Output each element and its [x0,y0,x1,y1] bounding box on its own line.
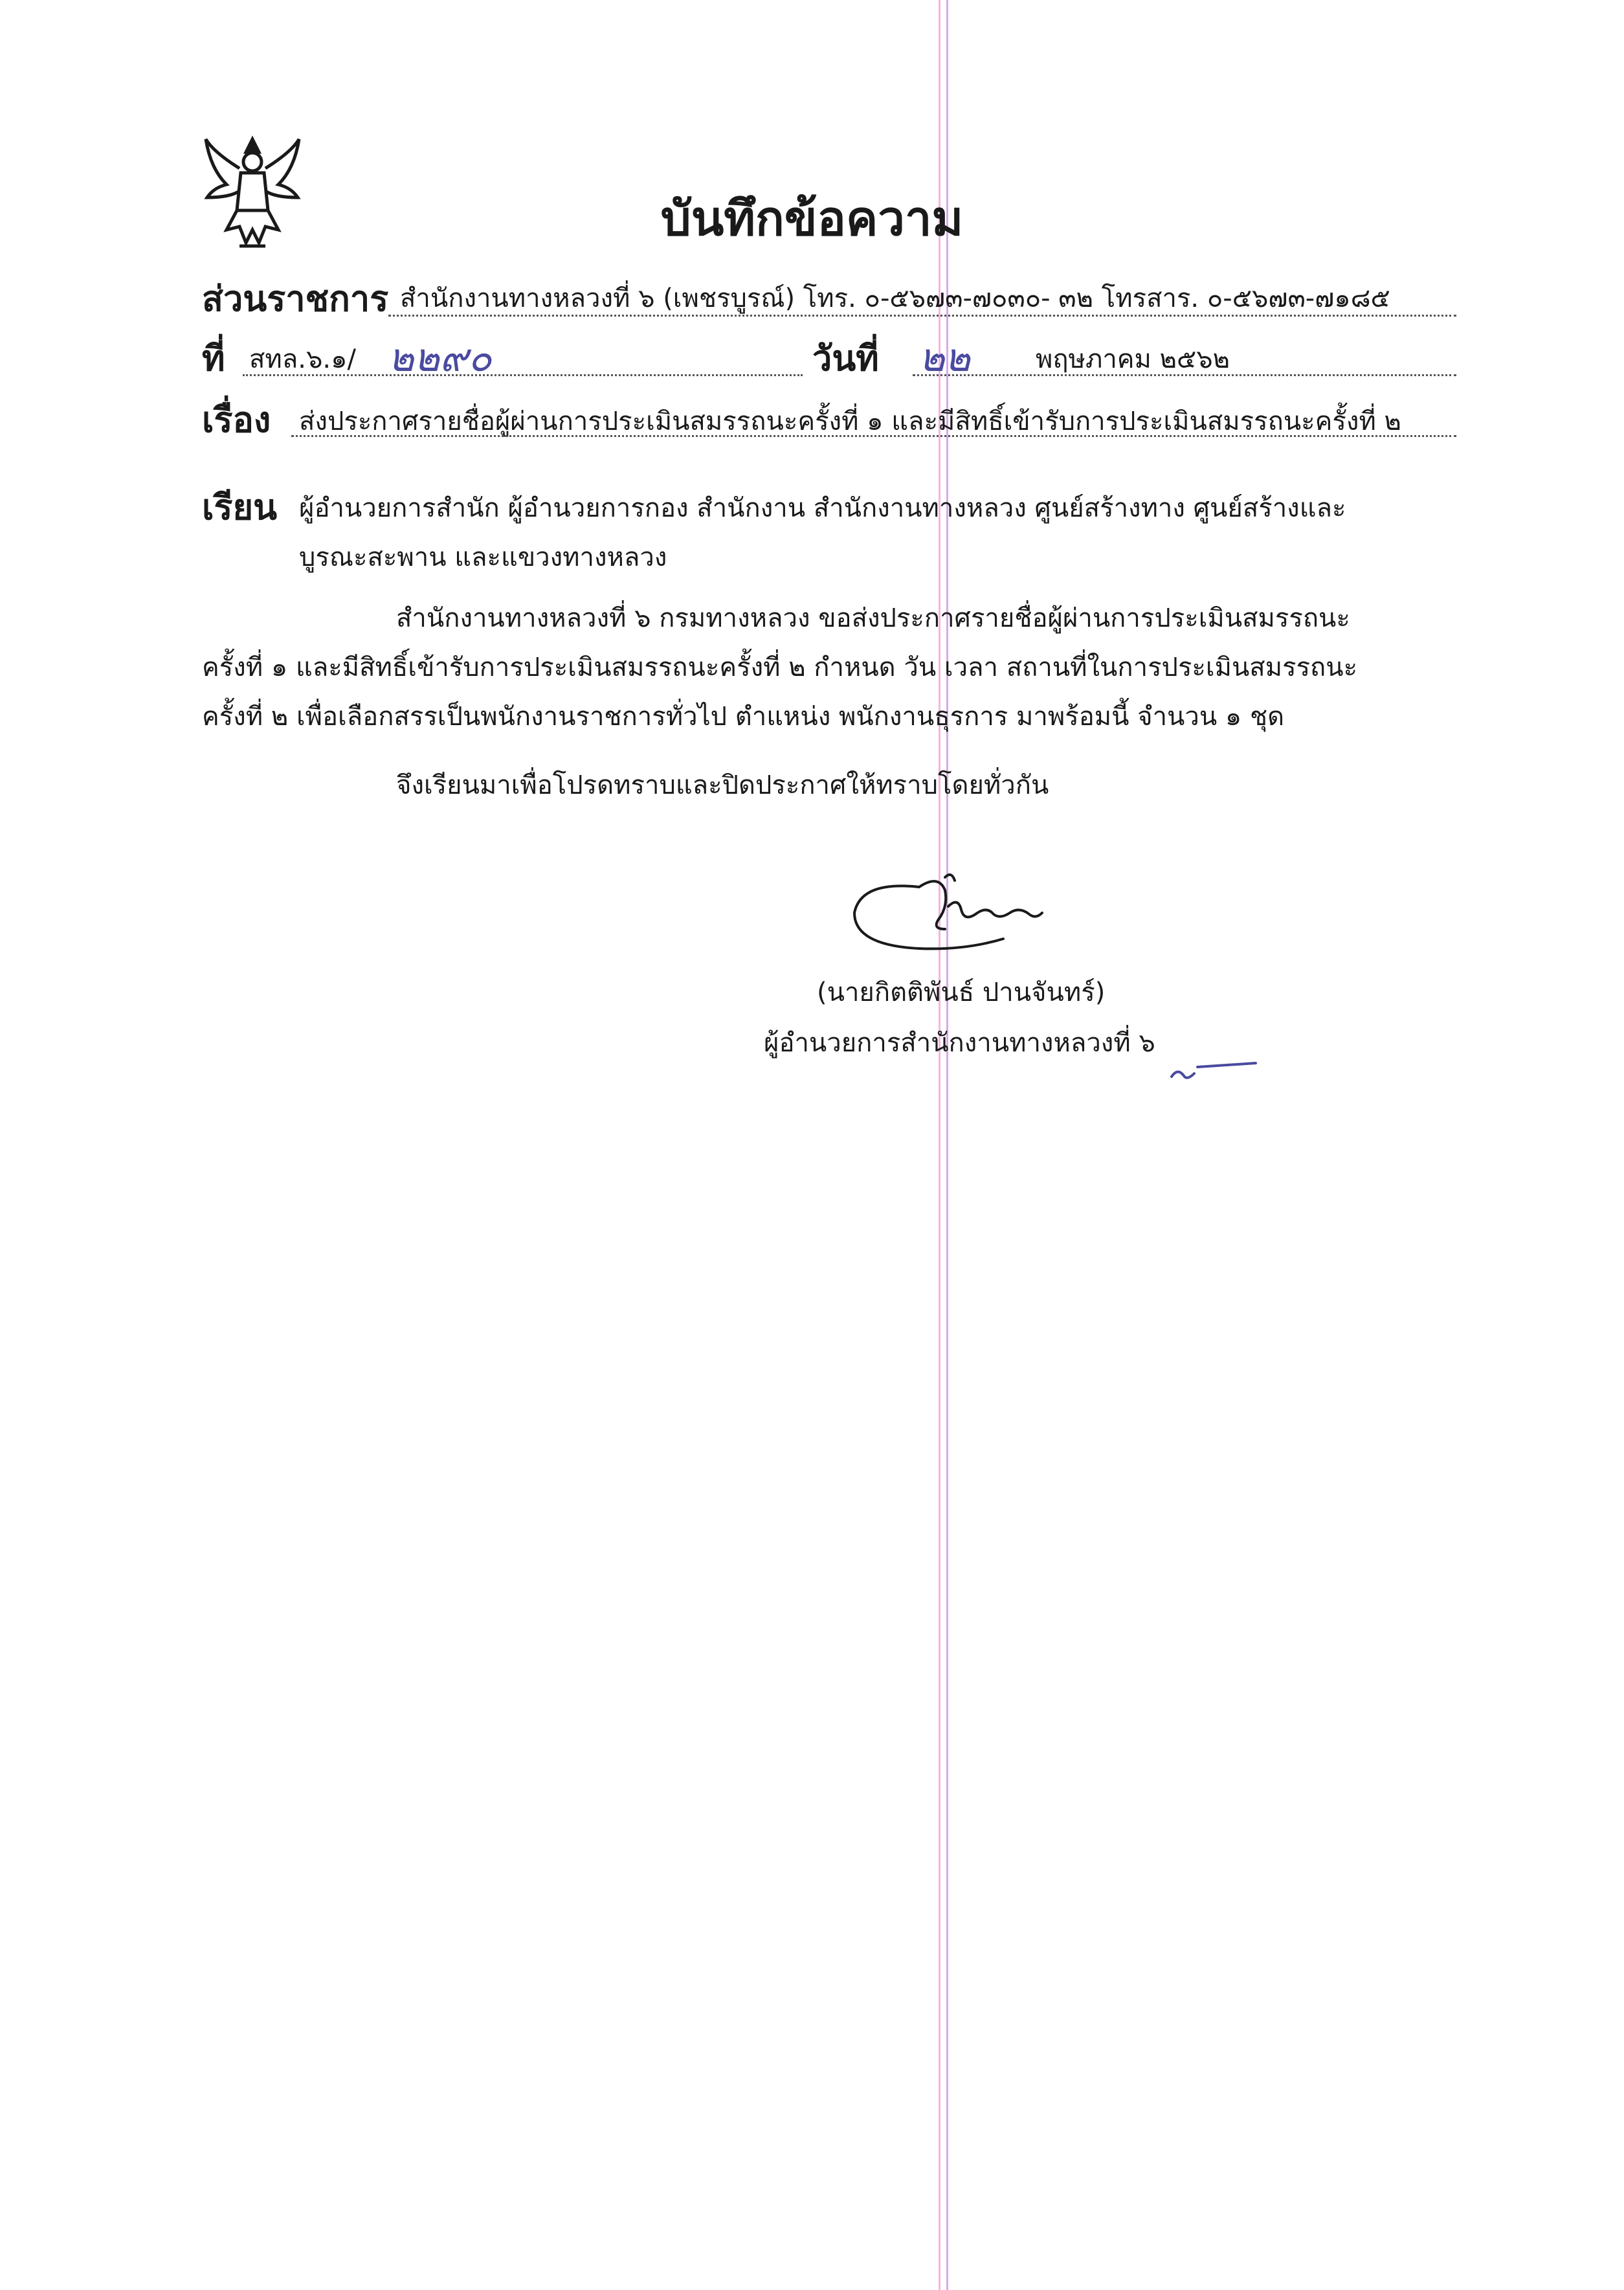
body-line-3: ครั้งที่ ๒ เพื่อเลือกสรรเป็นพนักงานราชการทั่วไป ตำแหน่ง พนักงานธุรการ มาพร้อมนี้ จำนวน ๑ ชุด [202,702,1285,732]
ref-prefix: สทล.๖.๑/ [249,344,356,374]
date-underline [913,374,1456,376]
signatory-position: ผู้อำนวยการสำนักงานทางหลวงที่ ๖ [764,1028,1155,1058]
department-label: ส่วนราชการ [202,278,389,319]
subject-label: เรื่อง [202,399,271,440]
body-line-2: ครั้งที่ ๑ และมีสิทธิ์เข้ารับการประเมินสมรรถนะครั้งที่ ๒ กำหนด วัน เวลา สถานที่ในการประเมินสมรรถนะ [202,653,1358,682]
department-value: สำนักงานทางหลวงที่ ๖ (เพชรบูรณ์) โทร. ๐-๕๖๗๓-๗๐๓๐- ๓๒ โทรสาร. ๐-๕๖๗๓-๗๑๘๕ [400,284,1390,313]
body-line-1: สำนักงานทางหลวงที่ ๖ กรมทางหลวง ขอส่งประกาศรายชื่อผู้ผ่านการประเมินสมรรถนะ [396,603,1350,633]
date-label: วันที่ [812,338,879,379]
addressee-line-2: บูรณะสะพาน และแขวงทางหลวง [299,543,667,572]
signature-icon [848,868,1081,958]
addressee-line-1: ผู้อำนวยการสำนัก ผู้อำนวยการกอง สำนักงาน สำนักงานทางหลวง ศูนย์สร้างทาง ศูนย์สร้างและ [299,493,1346,523]
memo-title: บันทึกข้อความ [660,191,964,247]
date-day-handwritten: ๒๒ [919,335,971,381]
ref-label: ที่ [202,338,225,379]
signatory-name: (นายกิตติพันธ์ ปานจันทร์) [817,978,1106,1007]
initials-mark-icon [1165,1054,1262,1086]
subject-underline [291,435,1456,437]
subject-value: ส่งประกาศรายชื่อผู้ผ่านการประเมินสมรรถนะครั้งที่ ๑ และมีสิทธิ์เข้ารับการประเมินสมรรถนะครั้งที่ ๒ [299,407,1401,436]
closing-line: จึงเรียนมาเพื่อโปรดทราบและปิดประกาศให้ทราบโดยทั่วกัน [396,770,1049,800]
addressee-label: เรียน [202,487,278,528]
ref-underline [243,374,803,376]
department-underline [388,315,1456,317]
ref-number-handwritten: ๒๒๙๐ [388,335,492,381]
date-month-year: พฤษภาคม ๒๕๖๒ [1036,344,1230,374]
